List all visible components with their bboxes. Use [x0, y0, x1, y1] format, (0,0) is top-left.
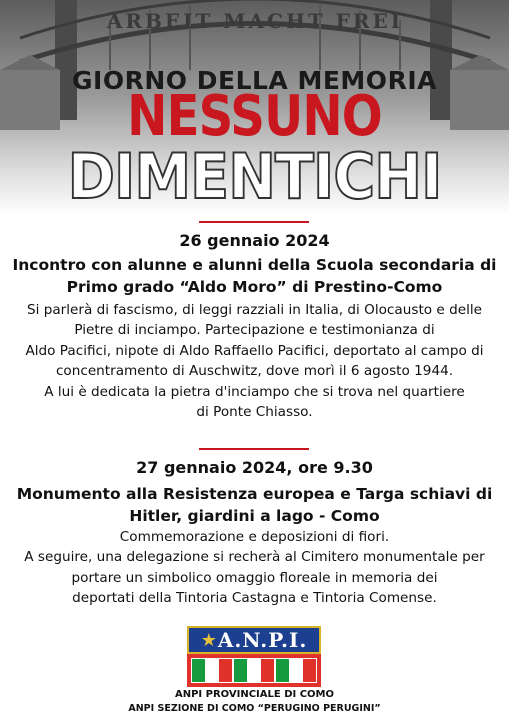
org-line-provinciale: ANPI PROVINCIALE DI COMO: [174, 689, 334, 700]
divider-top: [199, 221, 309, 223]
event2-headline-line2: Hitler, giardini a lago - Como: [129, 507, 380, 525]
event2-body-line: Commemorazione e deposizioni di fiori.: [119, 529, 390, 545]
gate-sign-text: ARBEIT MACHT FREI: [106, 9, 404, 33]
event1-body-line: di Ponte Chiasso.: [196, 404, 313, 420]
anpi-logo: [187, 626, 321, 687]
title-giorno-della-memoria: GIORNO DELLA MEMORIA: [72, 66, 437, 95]
italian-flag-icon: [191, 658, 233, 683]
event1-body-line: concentramento di Auschwitz, dove morì il 6 agosto 1944.: [55, 363, 454, 379]
star-icon: ★: [200, 629, 217, 651]
event2-body-line: A seguire, una delegazione si recherà al Cimitero monumentale per: [24, 549, 485, 565]
event1-headline-line1: Incontro con alunne e alunni della Scuola secondaria di: [12, 256, 497, 274]
title-nessuno: NESSUNO: [127, 84, 382, 149]
event1-body-line: Aldo Pacifici, nipote di Aldo Raffaello Pacifici, deportato al campo di: [25, 343, 484, 359]
anpi-logo-text: A.N.P.I.: [217, 628, 308, 652]
title-dimentichi: DIMENTICHI: [67, 140, 442, 213]
event1-headline-line2: Primo grado “Aldo Moro” di Prestino-Como: [66, 278, 443, 296]
event1-body-line: Si parlerà di fascismo, di leggi razziali in Italia, di Olocausto e delle: [27, 302, 482, 318]
divider-middle: [199, 448, 309, 450]
italian-flag-icon: [233, 658, 275, 683]
event1-body-line: A lui è dedicata la pietra d'inciampo che si trova nel quartiere: [44, 384, 465, 400]
org-line-sezione: ANPI SEZIONE DI COMO “PERUGINO PERUGINI”: [128, 703, 381, 714]
anpi-logo-banner: [187, 626, 321, 654]
event1-date: 26 gennaio 2024: [179, 231, 330, 250]
event2-body-line: portare un simbolico omaggio floreale in memoria dei: [71, 570, 438, 586]
event1-body-line: Pietre di inciampo. Partecipazione e testimonianza di: [74, 322, 435, 338]
event2-body-line: deportati della Tintoria Castagna e Tintoria Comense.: [72, 590, 437, 606]
event2-date: 27 gennaio 2024, ore 9.30: [136, 458, 373, 477]
italian-flag-icon: [275, 658, 317, 683]
event2-headline-line1: Monumento alla Resistenza europea e Targa schiavi di: [16, 485, 493, 503]
